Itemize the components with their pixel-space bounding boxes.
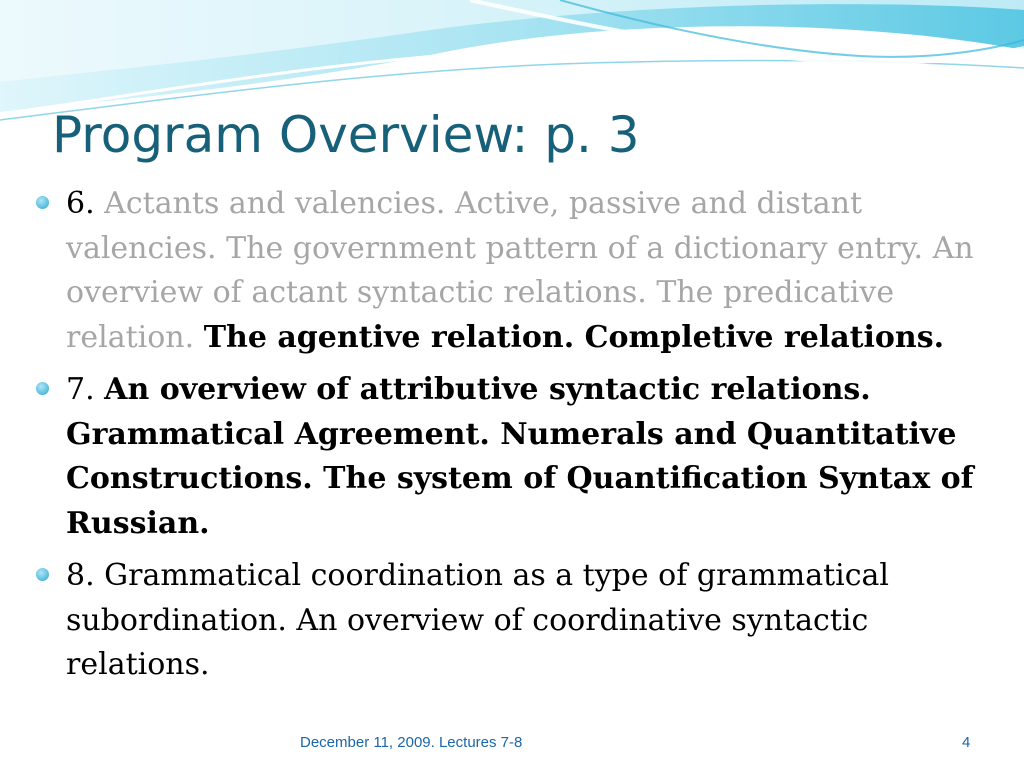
- bullet-icon: [36, 196, 49, 209]
- bullet-icon: [36, 382, 49, 395]
- list-item: [36, 554, 1000, 688]
- slide-title: Program Overview: p. 3: [52, 106, 640, 164]
- item-number: 6.: [66, 186, 95, 221]
- item-bold-text: The agentive relation. Completive relations.: [203, 319, 945, 355]
- item-text: 8. Grammatical coordination as a type of grammatical subordination. An overview of coordinative syntactic relations.: [66, 558, 890, 682]
- bullet-icon: [36, 568, 49, 581]
- footer-page-number: 4: [962, 734, 971, 751]
- list-item: [36, 368, 1000, 546]
- bullet-list: [36, 182, 1000, 696]
- item-bold-text: An overview of attributive syntactic relations. Grammatical Agreement. Numerals and Quantitative Constructions. The system of Quantification Syntax of Russian.: [66, 372, 974, 541]
- item-number: 7.: [66, 372, 95, 407]
- list-item: [36, 182, 1000, 360]
- item-muted-text: Actants and valencies. Active, passive and distant valencies. The government pattern of a dictionary entry. An overview of actant syntactic relations. The predicative relation.: [66, 186, 974, 355]
- footer-date: December 11, 2009. Lectures 7-8: [300, 734, 523, 751]
